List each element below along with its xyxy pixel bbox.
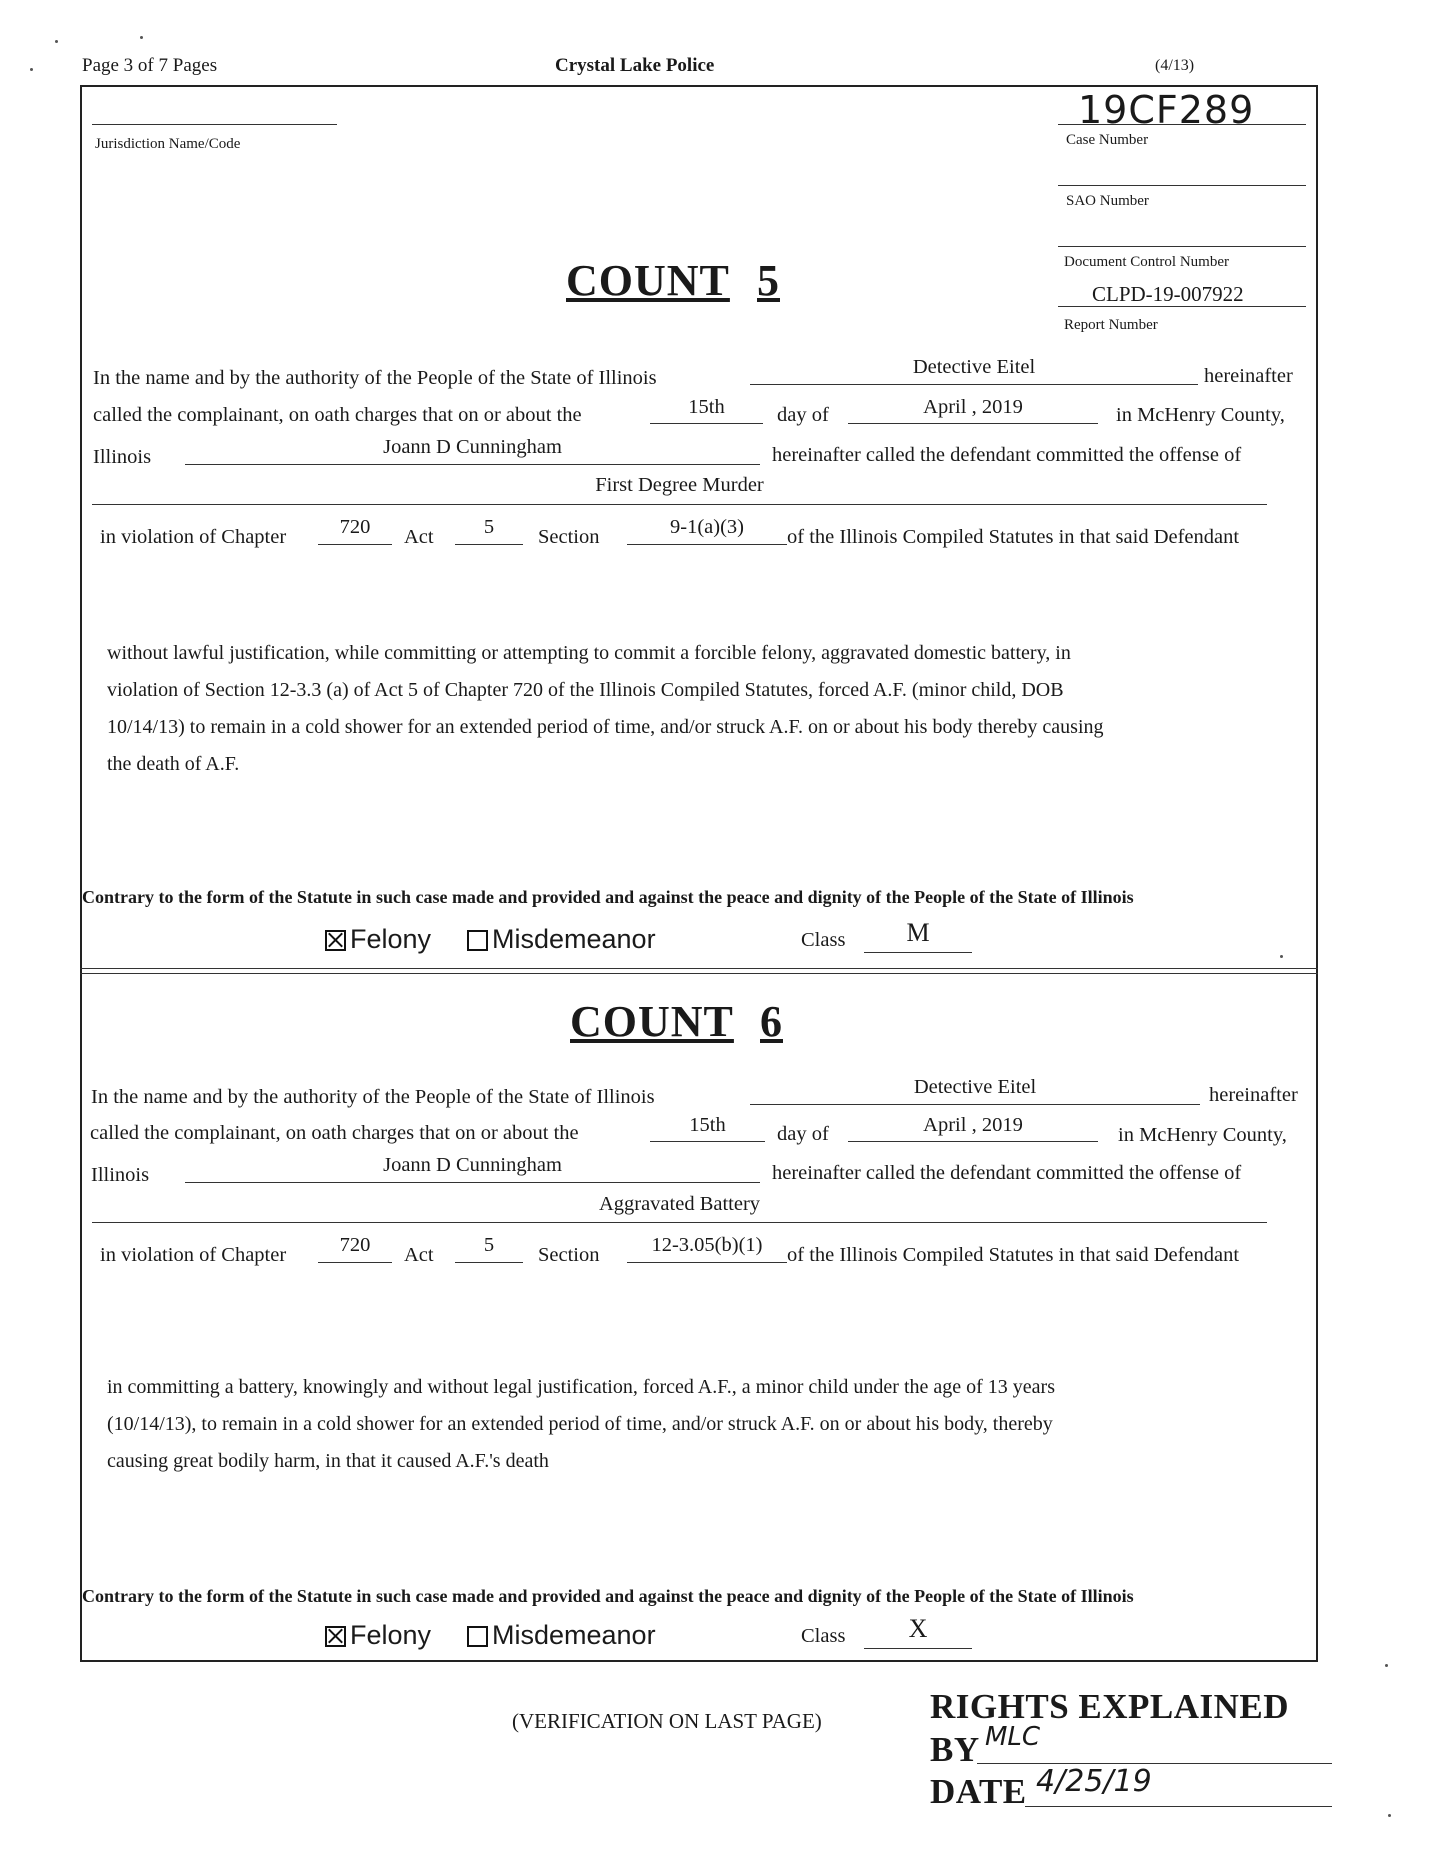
count-6-section: 12-3.05(b)(1) bbox=[651, 1234, 763, 1256]
count-5-felony-option bbox=[325, 924, 431, 955]
misdemeanor-label: Misdemeanor bbox=[492, 1620, 656, 1650]
count-6-intro: In the name and by the authority of the People of the State of Illinois bbox=[91, 1086, 655, 1108]
count-5-offense-line bbox=[92, 504, 1267, 505]
case-number-line bbox=[1058, 124, 1306, 125]
count-5-complainant: Detective Eitel bbox=[912, 356, 1036, 378]
count-6-act: 5 bbox=[483, 1234, 495, 1256]
narrative-line: 10/14/13) to remain in a cold shower for an extended period of time, and/or struck A.F. on or about his body thereby causing bbox=[107, 716, 1104, 738]
count-5-class-line bbox=[864, 952, 972, 953]
scan-speck bbox=[30, 68, 33, 71]
count-5-day-of: day of bbox=[777, 404, 829, 426]
count-5-date: April , 2019 bbox=[923, 396, 1023, 418]
count-5-section-line bbox=[627, 544, 787, 545]
rights-by-line bbox=[977, 1763, 1332, 1764]
rights-date-line bbox=[1025, 1806, 1332, 1807]
scan-speck bbox=[1385, 1664, 1388, 1667]
count-5-statutes-text: of the Illinois Compiled Statutes in that said Defendant bbox=[787, 526, 1240, 548]
count-5-day-line bbox=[650, 423, 763, 424]
verification-note: (VERIFICATION ON LAST PAGE) bbox=[512, 1709, 822, 1733]
count-6-section-label: Section bbox=[538, 1244, 600, 1266]
felony-label: Felony bbox=[350, 924, 432, 954]
rights-by-signature: MLC bbox=[985, 1722, 1041, 1752]
count-6-chapter-line bbox=[318, 1262, 392, 1263]
count-5-defendant-line bbox=[185, 464, 760, 465]
count-5-day: 15th bbox=[688, 396, 725, 418]
count-6-complainant: Detective Eitel bbox=[913, 1076, 1037, 1098]
count-5-misdemeanor-option bbox=[467, 924, 656, 955]
count-6-statutes-text: of the Illinois Compiled Statutes in that said Defendant bbox=[787, 1244, 1240, 1266]
jurisdiction-label: Jurisdiction Name/Code bbox=[95, 136, 241, 152]
count-divider bbox=[80, 968, 1318, 974]
count-6-day-of: day of bbox=[777, 1123, 829, 1145]
count-5-called-text: called the complainant, on oath charges that on or about the bbox=[93, 404, 582, 426]
count-6-defendant-line bbox=[185, 1182, 760, 1183]
count-6-class-label: Class bbox=[801, 1625, 846, 1647]
count-6-title: COUNT bbox=[570, 997, 734, 1046]
count-6-complainant-line bbox=[750, 1104, 1200, 1105]
count-6-section-line bbox=[627, 1262, 787, 1263]
report-number-label: Report Number bbox=[1064, 317, 1158, 333]
count-5-defendant: Joann D Cunningham bbox=[383, 436, 562, 458]
checkbox-unchecked-icon bbox=[467, 1626, 488, 1647]
case-number-value: 19CF289 bbox=[1078, 88, 1255, 132]
count-5-number: 5 bbox=[757, 256, 780, 305]
count-6-called-text: called the complainant, on oath charges that on or about the bbox=[90, 1122, 579, 1144]
count-6-date: April , 2019 bbox=[923, 1114, 1023, 1136]
count-6-class-line bbox=[864, 1648, 972, 1649]
count-6-act-label: Act bbox=[404, 1244, 434, 1266]
narrative-line: causing great bodily harm, in that it caused A.F.'s death bbox=[107, 1450, 549, 1472]
count-5-class-value: M bbox=[906, 918, 930, 947]
count-5-title: COUNT bbox=[566, 256, 730, 305]
felony-label: Felony bbox=[350, 1620, 432, 1650]
count-5-complainant-line bbox=[750, 384, 1198, 385]
count-5-act-label: Act bbox=[404, 526, 434, 548]
count-5-defendant-text: hereinafter called the defendant committed the offense of bbox=[772, 444, 1242, 466]
scan-speck bbox=[1388, 1814, 1391, 1817]
count-6-county: in McHenry County, bbox=[1118, 1124, 1287, 1146]
scan-speck bbox=[140, 36, 143, 39]
report-number-line bbox=[1058, 306, 1306, 307]
count-6-defendant-text: hereinafter called the defendant committed the offense of bbox=[772, 1162, 1242, 1184]
count-5-section-label: Section bbox=[538, 526, 600, 548]
count-5-chapter: 720 bbox=[339, 516, 371, 538]
narrative-line: the death of A.F. bbox=[107, 753, 240, 775]
count-6-contrary: Contrary to the form of the Statute in such case made and provided and against the peace and dignity of the People of the State of Illinois bbox=[82, 1586, 1134, 1606]
count-6-offense-line bbox=[92, 1222, 1267, 1223]
narrative-line: (10/14/13), to remain in a cold shower for an extended period of time, and/or struck A.F. on or about his body, thereby bbox=[107, 1413, 1053, 1435]
count-6-act-line bbox=[455, 1262, 523, 1263]
count-6-hereinafter: hereinafter bbox=[1209, 1084, 1298, 1106]
count-6-offense: Aggravated Battery bbox=[598, 1193, 761, 1215]
count-5-county: in McHenry County, bbox=[1116, 404, 1285, 426]
narrative-line: violation of Section 12-3.3 (a) of Act 5 of Chapter 720 of the Illinois Compiled Statutes, forced A.F. (minor child, DOB bbox=[107, 679, 1064, 701]
count-6-violation-text: in violation of Chapter bbox=[100, 1244, 287, 1266]
report-number-value: CLPD-19-007922 bbox=[1092, 282, 1244, 306]
count-5-intro: In the name and by the authority of the People of the State of Illinois bbox=[93, 367, 657, 389]
count-6-chapter: 720 bbox=[339, 1234, 371, 1256]
count-5-section: 9-1(a)(3) bbox=[670, 516, 744, 538]
count-5-offense: First Degree Murder bbox=[595, 474, 764, 496]
count-6-date-line bbox=[848, 1141, 1098, 1142]
sao-number-line bbox=[1058, 185, 1306, 186]
narrative-line: without lawful justification, while committing or attempting to commit a forcible felony, aggravated domestic battery, in bbox=[107, 642, 1071, 664]
rights-explained-title: RIGHTS EXPLAINED bbox=[930, 1687, 1290, 1726]
count-5-class-label: Class bbox=[801, 929, 846, 951]
count-6-number: 6 bbox=[760, 997, 783, 1046]
checkbox-checked-icon bbox=[325, 930, 346, 951]
jurisdiction-line bbox=[92, 124, 337, 125]
agency-name: Crystal Lake Police bbox=[555, 55, 715, 76]
count-6-illinois: Illinois bbox=[91, 1164, 150, 1186]
count-5-chapter-line bbox=[318, 544, 392, 545]
count-5-violation-text: in violation of Chapter bbox=[100, 526, 287, 548]
count-5-date-line bbox=[848, 423, 1098, 424]
count-6-day-line bbox=[650, 1141, 765, 1142]
sao-number-label: SAO Number bbox=[1066, 193, 1149, 209]
count-5-contrary: Contrary to the form of the Statute in such case made and provided and against the peace and dignity of the People of the State of Illinois bbox=[82, 887, 1134, 907]
doc-control-line bbox=[1058, 246, 1306, 247]
count-6-narrative bbox=[107, 1369, 1055, 1480]
count-5-act: 5 bbox=[483, 516, 495, 538]
count-6-defendant: Joann D Cunningham bbox=[383, 1154, 562, 1176]
doc-control-label: Document Control Number bbox=[1064, 254, 1229, 270]
count-5-act-line bbox=[455, 544, 523, 545]
scan-speck bbox=[1280, 955, 1283, 958]
narrative-line: in committing a battery, knowingly and without legal justification, forced A.F., a minor child under the age of 13 years bbox=[107, 1376, 1055, 1398]
form-code: (4/13) bbox=[1155, 57, 1195, 74]
misdemeanor-label: Misdemeanor bbox=[492, 924, 656, 954]
rights-by-label: BY bbox=[930, 1730, 980, 1769]
case-number-label: Case Number bbox=[1066, 132, 1149, 148]
count-5-narrative bbox=[107, 635, 1104, 783]
page-label: Page 3 of 7 Pages bbox=[82, 55, 218, 76]
scan-speck bbox=[55, 40, 58, 43]
count-5-hereinafter: hereinafter bbox=[1204, 365, 1293, 387]
checkbox-unchecked-icon bbox=[467, 930, 488, 951]
checkbox-checked-icon bbox=[325, 1626, 346, 1647]
count-6-misdemeanor-option bbox=[467, 1620, 656, 1651]
count-6-day: 15th bbox=[689, 1114, 726, 1136]
count-5-illinois: Illinois bbox=[93, 446, 152, 468]
count-6-felony-option bbox=[325, 1620, 431, 1651]
count-6-class-value: X bbox=[908, 1614, 928, 1643]
rights-date-value: 4/25/19 bbox=[1036, 1764, 1152, 1799]
rights-date-label: DATE bbox=[930, 1772, 1027, 1811]
